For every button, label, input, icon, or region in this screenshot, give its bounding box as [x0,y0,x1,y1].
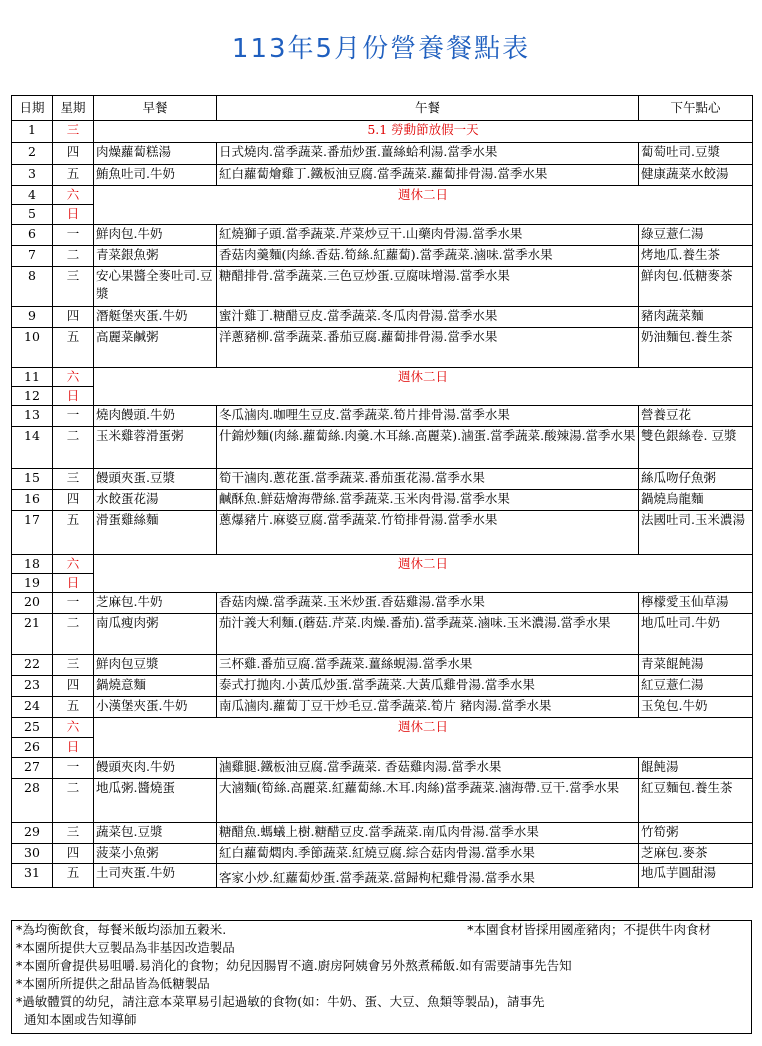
day-number: 4 [12,186,53,205]
snack-cell: 地瓜芋圓甜湯 [639,864,753,888]
lunch-cell: 香菇肉燥.當季蔬菜.玉米炒蛋.香菇雞湯.當季水果 [217,593,639,614]
menu-body [12,121,753,888]
breakfast-cell: 地瓜粥.醬燒蛋 [94,779,217,823]
header-row [12,96,753,121]
breakfast-cell: 鍋燒意麵 [94,676,217,697]
day-number: 5 [12,205,53,225]
weekend-label: 週休二日 [94,186,753,225]
meal-row [12,511,753,555]
snack-cell: 竹筍粥 [639,823,753,844]
notes-box [11,920,752,1034]
weekend-row [12,186,753,205]
day-number: 23 [12,676,53,697]
page-title: 113年5月份營養餐點表 [231,34,531,64]
day-number: 6 [12,225,53,246]
snack-cell: 青菜餛飩湯 [639,655,753,676]
day-number: 19 [12,574,53,593]
note-rice: *為均衡飲食，每餐米飯均添加五穀米. [16,922,227,937]
header-snack: 下午點心 [639,96,753,121]
weekend-label: 週休二日 [94,555,753,593]
meal-row [12,490,753,511]
note-row-1 [16,921,747,939]
menu-table [11,95,753,888]
weekday-cell: 六 [53,368,94,387]
lunch-cell: 鹹酥魚.鮮菇燴海帶絲.當季蔬菜.玉米肉骨湯.當季水果 [217,490,639,511]
weekday-cell: 一 [53,758,94,779]
breakfast-cell: 高麗菜鹹粥 [94,328,217,368]
meal-row [12,614,753,655]
day-number: 12 [12,387,53,406]
day-number: 26 [12,738,53,758]
breakfast-cell: 鮪魚吐司.牛奶 [94,165,217,186]
meal-row [12,246,753,267]
weekday-cell: 六 [53,186,94,205]
header-weekday: 星期 [53,96,94,121]
weekday-cell: 一 [53,225,94,246]
weekday-cell: 二 [53,246,94,267]
breakfast-cell: 肉燥蘿蔔糕湯 [94,143,217,165]
meal-row [12,469,753,490]
weekday-cell: 五 [53,697,94,718]
weekday-cell: 一 [53,406,94,427]
breakfast-cell: 潛艇堡夾蛋.牛奶 [94,307,217,328]
lunch-cell: 洋蔥豬柳.當季蔬菜.番茄豆腐.蘿蔔排骨湯.當季水果 [217,328,639,368]
snack-cell: 烤地瓜.養生茶 [639,246,753,267]
weekday-cell: 四 [53,143,94,165]
day-number: 1 [12,121,53,143]
meal-row [12,427,753,469]
meal-row [12,225,753,246]
weekend-row [12,368,753,387]
weekday-cell: 日 [53,738,94,758]
snack-cell: 玉兔包.牛奶 [639,697,753,718]
meal-row [12,593,753,614]
weekday-cell: 日 [53,574,94,593]
note-allergy: *過敏體質的幼兒，請注意本菜單易引起過敏的食物(如：牛奶、蛋、大豆、魚類等製品)，請事先 [16,994,545,1009]
day-number: 30 [12,844,53,864]
snack-cell: 健康蔬菜水餃湯 [639,165,753,186]
meal-row [12,267,753,307]
breakfast-cell: 燒肉饅頭.牛奶 [94,406,217,427]
day-number: 25 [12,718,53,738]
day-number: 9 [12,307,53,328]
day-number: 15 [12,469,53,490]
weekend-label: 週休二日 [94,368,753,406]
lunch-cell: 大滷麵(筍絲.高麗菜.紅蘿蔔絲.木耳.肉絲)當季蔬菜.滷海帶.豆干.當季水果 [217,779,639,823]
day-number: 2 [12,143,53,165]
day-number: 28 [12,779,53,823]
meal-row [12,165,753,186]
weekday-cell: 三 [53,823,94,844]
lunch-cell: 蜜汁雞丁.糖醋豆皮.當季蔬菜.冬瓜肉骨湯.當季水果 [217,307,639,328]
breakfast-cell: 蔬菜包.豆漿 [94,823,217,844]
weekday-cell: 四 [53,490,94,511]
breakfast-cell: 小漢堡夾蛋.牛奶 [94,697,217,718]
day-number: 22 [12,655,53,676]
lunch-cell: 蔥爆豬片.麻婆豆腐.當季蔬菜.竹筍排骨湯.當季水果 [217,511,639,555]
day-number: 24 [12,697,53,718]
snack-cell: 餛飩湯 [639,758,753,779]
day-number: 27 [12,758,53,779]
weekday-cell: 二 [53,427,94,469]
breakfast-cell: 鮮肉包豆漿 [94,655,217,676]
meal-row [12,864,753,888]
lunch-cell: 南瓜滷肉.蘿蔔丁豆干炒毛豆.當季蔬菜.筍片 豬肉湯.當季水果 [217,697,639,718]
weekend-label: 週休二日 [94,718,753,758]
day-number: 18 [12,555,53,574]
lunch-cell: 客家小炒.紅蘿蔔炒蛋.當季蔬菜.當歸枸杞雞骨湯.當季水果 [217,864,639,888]
breakfast-cell: 菠菜小魚粥 [94,844,217,864]
note-low-sugar: *本園所所提供之甜品皆為低糖製品 [16,976,210,991]
day-number: 13 [12,406,53,427]
day-number: 14 [12,427,53,469]
lunch-cell: 糖醋排骨.當季蔬菜.三色豆炒蛋.豆腐味增湯.當季水果 [217,267,639,307]
meal-row [12,779,753,823]
snack-cell: 蔔萄吐司.豆漿 [639,143,753,165]
breakfast-cell: 青菜銀魚粥 [94,246,217,267]
breakfast-cell: 饅頭夾蛋.豆漿 [94,469,217,490]
snack-cell: 絲瓜吻仔魚粥 [639,469,753,490]
day-number: 7 [12,246,53,267]
weekday-cell: 四 [53,844,94,864]
lunch-cell: 三杯雞.番茄豆腐.當季蔬菜.薑絲蜆湯.當季水果 [217,655,639,676]
weekday-cell: 四 [53,676,94,697]
weekday-cell: 三 [53,121,94,143]
breakfast-cell: 芝麻包.牛奶 [94,593,217,614]
lunch-cell: 糖醋魚.螞蟻上樹.糖醋豆皮.當季蔬菜.南瓜肉骨湯.當季水果 [217,823,639,844]
lunch-cell: 什錦炒麵(肉絲.蘿蔔絲.肉羹.木耳絲.高麗菜).滷蛋.當季蔬菜.酸辣湯.當季水果 [217,427,639,469]
day-number: 21 [12,614,53,655]
day-number: 20 [12,593,53,614]
snack-cell: 奶油麵包.養生茶 [639,328,753,368]
weekday-cell: 三 [53,267,94,307]
meal-row [12,328,753,368]
meal-row [12,823,753,844]
meal-row [12,406,753,427]
weekday-cell: 二 [53,779,94,823]
weekday-cell: 五 [53,165,94,186]
breakfast-cell: 土司夾蛋.牛奶 [94,864,217,888]
weekday-cell: 四 [53,307,94,328]
header-lunch: 午餐 [217,96,639,121]
day-number: 8 [12,267,53,307]
lunch-cell: 日式燒肉.當季蔬菜.番茄炒蛋.薑絲蛤利湯.當季水果 [217,143,639,165]
lunch-cell: 冬瓜滷肉.咖哩生豆皮.當季蔬菜.筍片排骨湯.當季水果 [217,406,639,427]
snack-cell: 雙色銀絲卷. 豆漿 [639,427,753,469]
day-number: 31 [12,864,53,888]
header-breakfast: 早餐 [94,96,217,121]
meal-row [12,697,753,718]
header-day: 日期 [12,96,53,121]
snack-cell: 營養豆花 [639,406,753,427]
snack-cell: 豬肉蔬菜麵 [639,307,753,328]
meal-row [12,758,753,779]
breakfast-cell: 饅頭夾肉.牛奶 [94,758,217,779]
meal-row [12,844,753,864]
snack-cell: 鍋燒烏龍麵 [639,490,753,511]
weekday-cell: 三 [53,655,94,676]
snack-cell: 芝麻包.麥茶 [639,844,753,864]
holiday-row [12,121,753,143]
weekday-cell: 三 [53,469,94,490]
snack-cell: 鮮肉包.低糖麥茶 [639,267,753,307]
weekday-cell: 日 [53,387,94,406]
weekday-cell: 六 [53,718,94,738]
snack-cell: 法國吐司.玉米濃湯 [639,511,753,555]
lunch-cell: 筍干滷肉.蔥花蛋.當季蔬菜.番茄蛋花湯.當季水果 [217,469,639,490]
meal-row [12,143,753,165]
breakfast-cell: 玉米雞蓉滑蛋粥 [94,427,217,469]
weekday-cell: 五 [53,511,94,555]
day-number: 10 [12,328,53,368]
lunch-cell: 紅白蘿蔔燴雞丁.鐵板油豆腐.當季蔬菜.蘿蔔排骨湯.當季水果 [217,165,639,186]
snack-cell: 綠豆薏仁湯 [639,225,753,246]
day-number: 11 [12,368,53,387]
meal-row [12,307,753,328]
note-allergy-contact: 通知本園或告知導師 [24,1012,137,1027]
note-easy-food: *本園所會提供易咀嚼.易消化的食物；幼兒因腸胃不適.廚房阿姨會另外熬煮稀飯.如有需要請事先告知 [16,958,572,973]
note-pork: *本園食材皆採用國產豬肉；不提供牛肉食材 [467,922,711,937]
weekday-cell: 一 [53,593,94,614]
weekday-cell: 日 [53,205,94,225]
meal-row [12,676,753,697]
snack-cell: 紅豆薏仁湯 [639,676,753,697]
breakfast-cell: 安心果醬全麥吐司.豆漿 [94,267,217,307]
lunch-cell: 香菇肉羹麵(肉絲.香菇.筍絲.紅蘿蔔).當季蔬菜.滷味.當季水果 [217,246,639,267]
breakfast-cell: 鮮肉包.牛奶 [94,225,217,246]
lunch-cell: 滷雞腿.鐵板油豆腐.當季蔬菜. 香菇雞肉湯.當季水果 [217,758,639,779]
lunch-cell: 紅燒獅子頭.當季蔬菜.芹菜炒豆干.山藥肉骨湯.當季水果 [217,225,639,246]
snack-cell: 地瓜吐司.牛奶 [639,614,753,655]
day-number: 16 [12,490,53,511]
breakfast-cell: 滑蛋雞絲麵 [94,511,217,555]
lunch-cell: 泰式打拋肉.小黃瓜炒蛋.當季蔬菜.大黃瓜雞骨湯.當季水果 [217,676,639,697]
breakfast-cell: 南瓜瘦肉粥 [94,614,217,655]
snack-cell: 檸檬愛玉仙草湯 [639,593,753,614]
weekday-cell: 二 [53,614,94,655]
lunch-cell: 茄汁義大利麵.(蘑菇.芹菜.肉燥.番茄).當季蔬菜.滷味.玉米濃湯.當季水果 [217,614,639,655]
weekend-row [12,555,753,574]
weekday-cell: 五 [53,328,94,368]
weekday-cell: 五 [53,864,94,888]
weekday-cell: 六 [53,555,94,574]
lunch-cell: 紅白蘿蔔燜肉.季節蔬菜.紅燒豆腐.綜合菇肉骨湯.當季水果 [217,844,639,864]
day-number: 17 [12,511,53,555]
snack-cell: 紅豆麵包.養生茶 [639,779,753,823]
day-number: 3 [12,165,53,186]
breakfast-cell: 水餃蛋花湯 [94,490,217,511]
meal-row [12,655,753,676]
holiday-label: 5.1 勞動節放假一天 [94,121,753,143]
note-soy: *本園所提供大豆製品為非基因改造製品 [16,940,235,955]
weekend-row [12,718,753,738]
day-number: 29 [12,823,53,844]
